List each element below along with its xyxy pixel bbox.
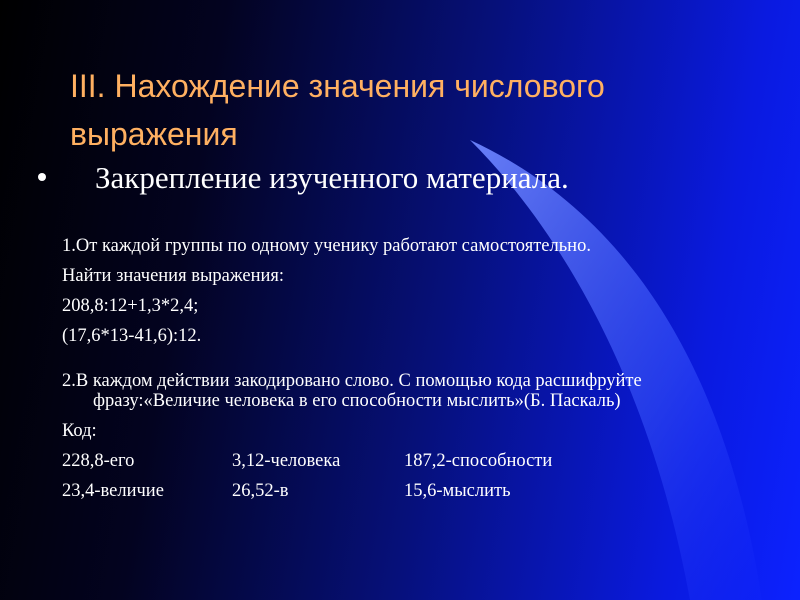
code-heading: Код: [62,421,97,441]
task-1-text: 1.От каждой группы по одному ученику работают самостоятельно. [62,236,591,256]
code-entry: 15,6-мыслить [404,481,511,501]
task-2-text: 2.В каждом действии закодировано слово. С помощью кода расшифруйте фразу:«Величие человека в его способности мыслить»(Б. Паскаль) [62,371,642,411]
code-entry: 26,52-в [232,481,289,501]
code-row [62,451,762,471]
code-entry: 3,12-человека [232,451,341,471]
code-entry: 228,8-его [62,451,135,471]
slide-title: III. Нахождение значения числового выражения [70,68,605,152]
expression-1: 208,8:12+1,3*2,4; [62,296,199,316]
bullet-dot-icon [38,173,46,181]
bullet-text: Закрепление изученного материала. [95,160,569,195]
code-entry: 23,4-величие [62,481,164,501]
spacer [62,356,762,371]
instruction-text: Найти значения выражения: [62,266,285,286]
expression-2: (17,6*13-41,6):12. [62,326,202,346]
code-entry: 187,2-способности [404,451,553,471]
code-row [62,481,762,501]
slide-body [62,236,762,511]
